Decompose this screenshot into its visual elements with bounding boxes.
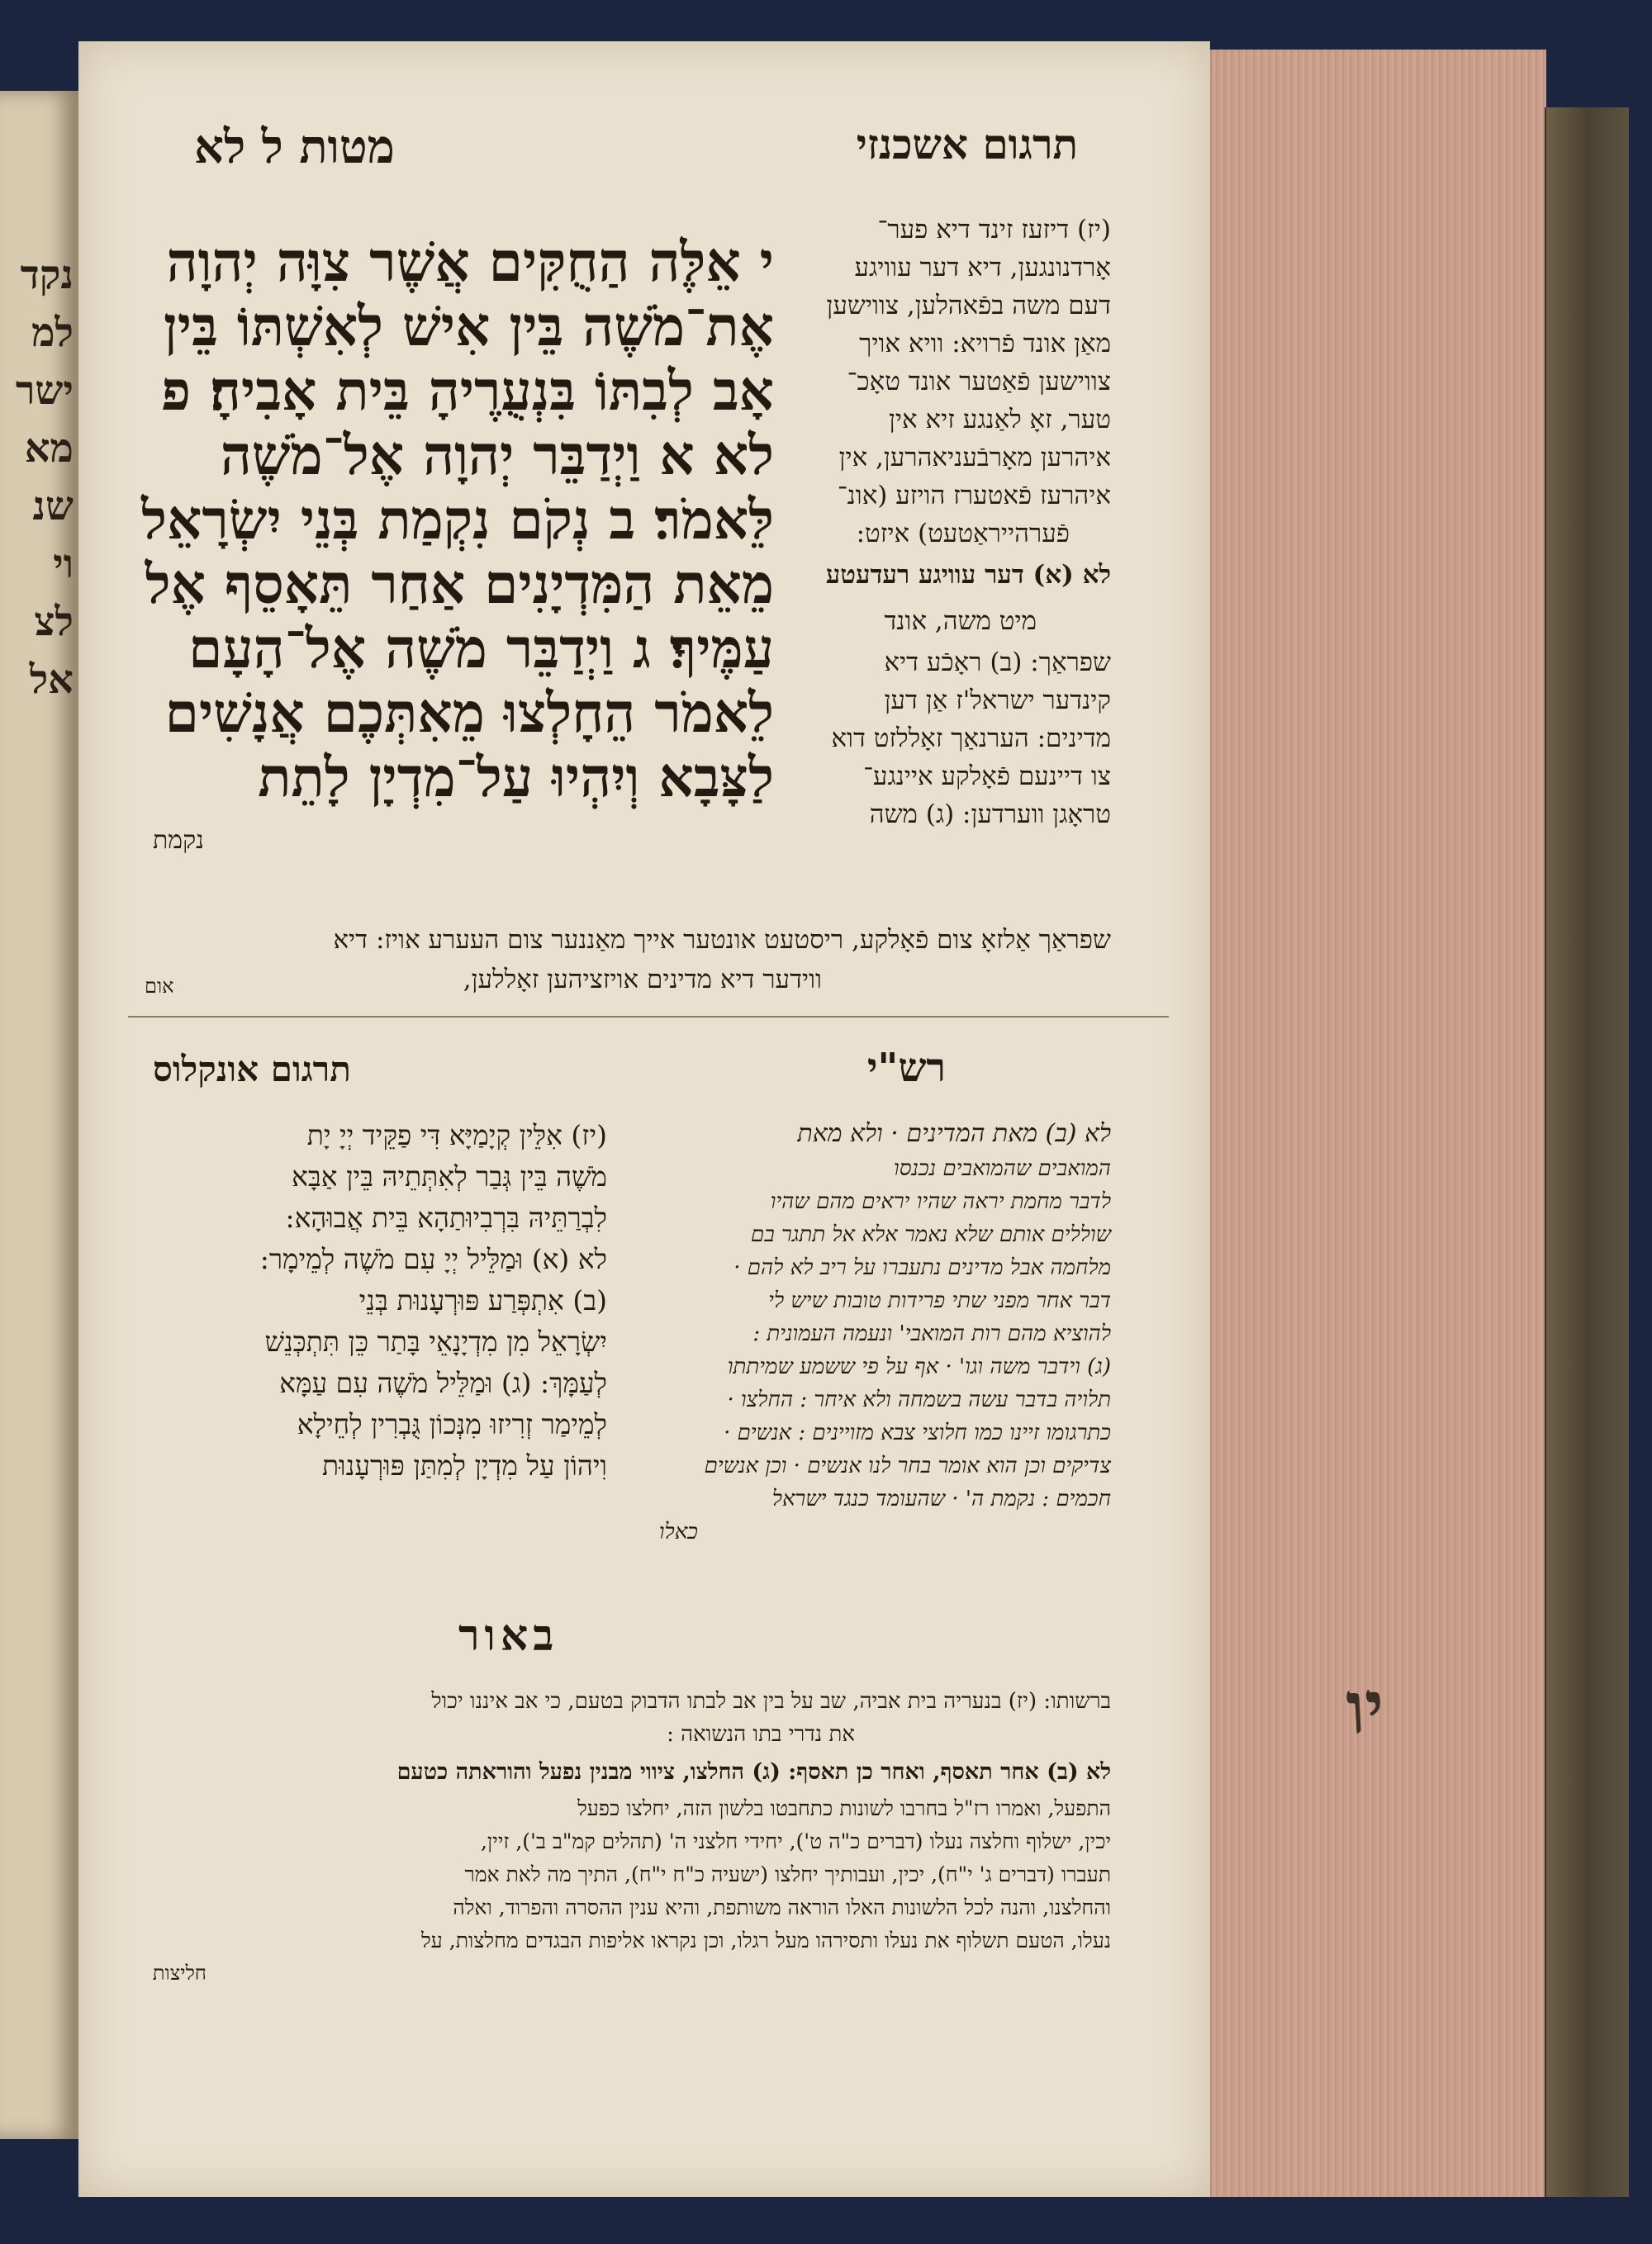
onkelos-line: לְעַמָּךְ: (ג) וּמַלֵּיל מֹשֶׁה עִם עַמָּא: [279, 1367, 607, 1399]
translation-line: איהרען מאָרבֿעניאהרען, אין: [838, 443, 1111, 472]
biur-line: חליצות: [152, 1962, 206, 1985]
running-header-left: מטות ל לא: [194, 120, 395, 174]
scripture-line: לא א וַיְדַבֵּר יְהוָה אֶל־מֹשֶׁה: [220, 423, 774, 487]
translation-line: פֿערהייראַטעט) איזט:: [856, 519, 1070, 548]
facing-fragment: שנ: [32, 483, 74, 529]
page-fore-edge: [1210, 50, 1546, 2197]
biur-line: התפעל, ואמרו רז"ל בחרבו לשונות כתחבטו בלשון הזה, יחלצו כפעל: [577, 1796, 1111, 1820]
edge-stamp: יו: [1344, 1663, 1387, 1752]
biur-line: לא (ב) אחר תאסף, ואחר כן תאסף: (ג) החלצו, ציווי מבנין נפעל והוראתה כטעם: [396, 1759, 1111, 1785]
onkelos-header: תרגום אונקלוס: [153, 1049, 351, 1089]
rashi-line: תלויה בדבר עשה בשמחה ולא איחר : החלצו ·: [727, 1388, 1111, 1412]
translation-line: איהרעז פֿאטערז הויזע (אונ־: [837, 481, 1111, 510]
section-divider: [128, 1016, 1169, 1018]
facing-fragment: מא: [24, 425, 74, 472]
translation-line: מדינים: הערנאַך זאָללזט דוא: [831, 723, 1111, 753]
facing-fragment: למ: [31, 310, 74, 356]
translation-line: מיט משה, אונד: [884, 606, 1037, 636]
translation-line: צווישען פֿאַטער אונד טאָכ־: [847, 367, 1111, 396]
scripture-line: לֵאמֹר הֵחָלְצוּ מֵאִתְּכֶם אֲנָשִׁים: [164, 681, 774, 745]
onkelos-line: מֹשֶׁה בֵּין גְּבַר לְאִתְּתֵיהּ בֵּין אַבָּא: [292, 1160, 607, 1193]
translation-line: דעם משה בפֿאהלען, צווישען: [826, 291, 1111, 320]
translation-line: שפראַך: (ב) ראָכֿע דיא: [884, 648, 1111, 677]
rashi-line: כאלו: [658, 1520, 698, 1544]
rashi-line: חכמים : נקמת ה' · שהעומד כנגד ישראל: [771, 1487, 1111, 1511]
scripture-line: לַצָּבָא וְיִהְיוּ עַל־מִדְיָן לָתֵת: [258, 745, 774, 809]
translation-continuation: שפראַך אַלזאָ צום פֿאָלקע, ריסטעט אונטער אייך מאַננער צום העערע אויז: דיא: [333, 925, 1111, 955]
catchword: אום: [145, 975, 174, 998]
biur-header: באור: [458, 1611, 559, 1661]
onkelos-line: יִשְׂרָאֵל מִן מִדְיָנָאֵי בָּתַר כֵּן תִּתְכְּנֵשׁ: [264, 1326, 607, 1358]
translation-line: טראָגן ווערדען: (ג) משה: [869, 799, 1111, 829]
facing-fragment: וי: [53, 541, 74, 587]
translation-line: לא (א) דער עוויגע רעדעטע: [825, 560, 1111, 590]
biur-line: תעברו (דברים ג' י"ח), יכין, ועבותיך יחלצו (ישעיה כ"ח י"ח), התיך מה לאת אמר: [464, 1862, 1111, 1886]
onkelos-line: לְמֵימַר זְרִיזוּ מִנְּכוֹן גֻּבְרִין לְחֵילָא: [297, 1408, 607, 1440]
scripture-line: מֵאֵת הַמִּדְיָנִים אַחַר תֵּאָסֵף אֶל: [145, 552, 774, 616]
rashi-line: לא (ב) מאת המדינים · ולא מאת: [797, 1119, 1111, 1148]
facing-page-edge: [0, 91, 81, 2139]
biur-line: ברשותו: (יז) בנעריה בית אביה, שב על בין אב לבתו הדבוק בטעם, כי אב איננו יכול: [431, 1689, 1111, 1714]
translation-line: אָרדנונגען, דיא דער עוויגע: [854, 253, 1111, 282]
scripture-line: אָב לְבִתּוֹ בִּנְעֻרֶיהָ בֵּית אָבִיהָ׃ פ: [161, 358, 774, 423]
running-header-right: תרגום אשכנזי: [856, 120, 1078, 168]
onkelos-line: לִבְרַתֵּיהּ בִּרְבִיוּתַהָא בֵּית אֲבוּהָא:: [285, 1202, 607, 1234]
scripture-line: לֵּאמֹר׃ ב נְקֹם נִקְמַת בְּנֵי יִשְׂרָאֵל: [141, 487, 774, 552]
translation-line: (יז) דיזעז זינד דיא פער־: [877, 215, 1111, 244]
scripture-line: אֶת־מֹשֶׁה בֵּין אִישׁ לְאִשְׁתּוֹ בֵּין: [163, 294, 774, 358]
onkelos-line: (ב) אִתְפְּרַע פּוּרְעָנוּת בְּנֵי: [358, 1284, 607, 1317]
rashi-header: רש"י: [866, 1045, 946, 1091]
translation-line: טער, זאָ לאַנגע זיא אין: [889, 405, 1111, 434]
scripture-catchword: נקמת: [153, 826, 204, 855]
facing-fragment: נקד: [20, 252, 74, 298]
rashi-line: שוללים אותם שלא נאמר אלא אל תתגר בם: [751, 1222, 1111, 1247]
facing-fragment: אל: [29, 657, 74, 703]
facing-fragment: לצ: [34, 599, 74, 645]
scripture-line: עַמֶּיךָ׃ ג וַיְדַבֵּר מֹשֶׁה אֶל־הָעָם: [188, 616, 774, 681]
rashi-line: לדבר מחמת יראה שהיו יראים מהם שהיו: [770, 1189, 1111, 1214]
onkelos-line: (יז) אִלֵּין קְיָמַיָּא דִּי פַקֵּיד יְיָ יָת: [306, 1119, 607, 1151]
rashi-line: כתרגומו זיינו כמו חלוצי צבא מזויינים : אנשים ·: [724, 1421, 1111, 1445]
translation-continuation: ווידער דיא מדינים אויזציהען זאָללען,: [463, 965, 822, 994]
rashi-line: (ג) וידבר משה וגו' · אף על פי ששמע שמיתתו: [727, 1354, 1111, 1379]
book-cover-edge: [1545, 107, 1629, 2197]
biur-line: יכין, ישלוף וחלצה נעלו (דברים כ"ה ט'), יחידי חלצני ה' (תהלים קמ"ב ב'), זיין,: [480, 1829, 1111, 1853]
onkelos-line: לא (א) וּמַלֵּיל יְיָ עִם מֹשֶׁה לְמֵימָר:: [259, 1243, 607, 1275]
translation-line: מאַן אונד פֿרויא: וויא אויך: [859, 329, 1111, 358]
translation-line: צו דיינעם פֿאָלקע איינגע־: [863, 761, 1111, 791]
rashi-line: צדיקים וכן הוא אומר בחר לנו אנשים · וכן אנשים: [704, 1454, 1111, 1478]
biur-line: והחלצנו, והנה לכל הלשונות האלו הוראה משותפת, והיא ענין ההסרה והפרוד, ואלה: [453, 1895, 1111, 1919]
biur-line: את נדרי בתו הנשואה :: [667, 1722, 855, 1747]
biur-line: נעלו, הטעם תשלוף את נעלו ותסירהו מעל רגלו, וכן נקראו אליפות הבגדים מחלצות, על: [420, 1929, 1111, 1952]
scripture-line: י אֵלֶּה הַחֻקִּים אֲשֶׁר צִוָּה יְהוָה: [166, 230, 774, 294]
book-page: [78, 41, 1210, 2197]
facing-fragment: ישר: [15, 368, 74, 414]
rashi-line: המואבים שהמואבים נכנסו: [894, 1156, 1111, 1181]
onkelos-line: וִיהוֹן עַל מִדְיָן לְמִתַּן פּוּרְעָנוּת: [322, 1449, 607, 1482]
rashi-line: להוציא מהם רות המואבי' ונעמה העמונית :: [752, 1321, 1111, 1346]
rashi-line: מלחמה אבל מדינים נתעברו על ריב לא להם ·: [733, 1255, 1111, 1280]
rashi-line: דבר אחר מפני שתי פרידות טובות שיש לי: [768, 1288, 1111, 1313]
translation-line: קינדער ישראל'ז אַן דען: [884, 686, 1111, 715]
